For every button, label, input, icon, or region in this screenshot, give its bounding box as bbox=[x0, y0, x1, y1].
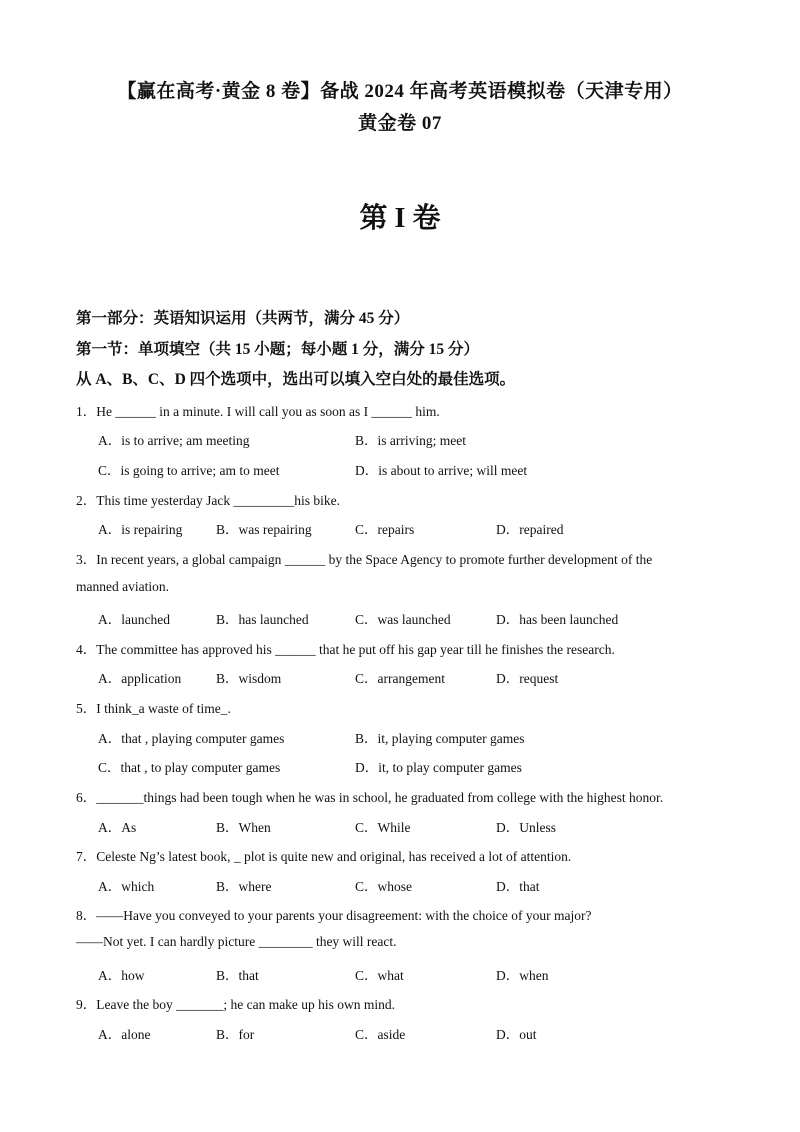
option-a[interactable]: A．that , playing computer games bbox=[98, 731, 285, 746]
option-c[interactable]: C．arrangement bbox=[355, 671, 445, 686]
question-stem: 7．Celeste Ng’s latest book, _ plot is quite new and original, has received a lot of attention. bbox=[76, 849, 572, 864]
option-c[interactable]: C．repairs bbox=[355, 522, 415, 537]
instruction: 从 A、B、C、D 四个选项中，选出可以填入空白处的最佳选项。 bbox=[76, 371, 516, 388]
option-b[interactable]: B．has launched bbox=[216, 612, 309, 627]
option-c[interactable]: C．While bbox=[355, 820, 411, 835]
question-stem: 4．The committee has approved his ______ that he put off his gap year till he finishes the research. bbox=[76, 642, 615, 657]
option-d[interactable]: D．out bbox=[496, 1027, 537, 1042]
option-b[interactable]: B．wisdom bbox=[216, 671, 282, 686]
question-stem: 6．_______things had been tough when he was in school, he graduated from college with the highest honor. bbox=[76, 790, 664, 805]
option-c[interactable]: C．what bbox=[355, 968, 404, 983]
option-d[interactable]: D．repaired bbox=[496, 522, 564, 537]
option-a[interactable]: A．is repairing bbox=[98, 522, 183, 537]
option-d[interactable]: D．is about to arrive; will meet bbox=[355, 463, 528, 478]
option-b[interactable]: B．was repairing bbox=[216, 522, 312, 537]
question-stem-continued: manned aviation. bbox=[76, 579, 169, 594]
option-a[interactable]: A．is to arrive; am meeting bbox=[98, 433, 250, 448]
option-b[interactable]: B．is arriving; meet bbox=[355, 433, 466, 448]
exam-subtitle: 黄金卷 07 bbox=[358, 113, 442, 134]
option-b[interactable]: B．it, playing computer games bbox=[355, 731, 525, 746]
option-b[interactable]: B．that bbox=[216, 968, 259, 983]
question-stem: 5．I think_a waste of time_. bbox=[76, 701, 231, 716]
question-stem: 1．He ______ in a minute. I will call you as soon as I ______ him. bbox=[76, 404, 440, 419]
question-dialogue-reply: ——Not yet. I can hardly picture ________ they will react. bbox=[76, 934, 397, 949]
option-d[interactable]: D．that bbox=[496, 879, 540, 894]
option-d[interactable]: D．when bbox=[496, 968, 549, 983]
option-a[interactable]: A．application bbox=[98, 671, 182, 686]
question-stem: 2．This time yesterday Jack _________his bike. bbox=[76, 493, 340, 508]
option-a[interactable]: A．how bbox=[98, 968, 145, 983]
option-c[interactable]: C．was launched bbox=[355, 612, 451, 627]
option-c[interactable]: C．whose bbox=[355, 879, 412, 894]
exam-title: 【赢在高考·黄金 8 卷】备战 2024 年高考英语模拟卷（天津专用） bbox=[117, 81, 683, 102]
question-stem: 3．In recent years, a global campaign ______ by the Space Agency to promote further development of the bbox=[76, 552, 653, 567]
part-heading: 第一部分：英语知识运用（共两节，满分 45 分） bbox=[76, 310, 410, 327]
option-a[interactable]: A．alone bbox=[98, 1027, 151, 1042]
option-a[interactable]: A．launched bbox=[98, 612, 170, 627]
option-a[interactable]: A．As bbox=[98, 820, 137, 835]
option-d[interactable]: D．it, to play computer games bbox=[355, 760, 522, 775]
option-d[interactable]: D．has been launched bbox=[496, 612, 619, 627]
option-c[interactable]: C．that , to play computer games bbox=[98, 760, 281, 775]
option-c[interactable]: C．aside bbox=[355, 1027, 406, 1042]
option-d[interactable]: D．Unless bbox=[496, 820, 556, 835]
option-a[interactable]: A．which bbox=[98, 879, 155, 894]
option-d[interactable]: D．request bbox=[496, 671, 559, 686]
question-stem: 9．Leave the boy _______; he can make up his own mind. bbox=[76, 997, 396, 1012]
option-b[interactable]: B．for bbox=[216, 1027, 255, 1042]
section-heading: 第一节：单项填空（共 15 小题；每小题 1 分，满分 15 分） bbox=[76, 341, 480, 358]
option-c[interactable]: C．is going to arrive; am to meet bbox=[98, 463, 280, 478]
question-stem: 8．——Have you conveyed to your parents your disagreement: with the choice of your major? bbox=[76, 908, 592, 923]
option-b[interactable]: B．where bbox=[216, 879, 272, 894]
volume-title: 第 I 卷 bbox=[359, 203, 441, 234]
option-b[interactable]: B．When bbox=[216, 820, 271, 835]
